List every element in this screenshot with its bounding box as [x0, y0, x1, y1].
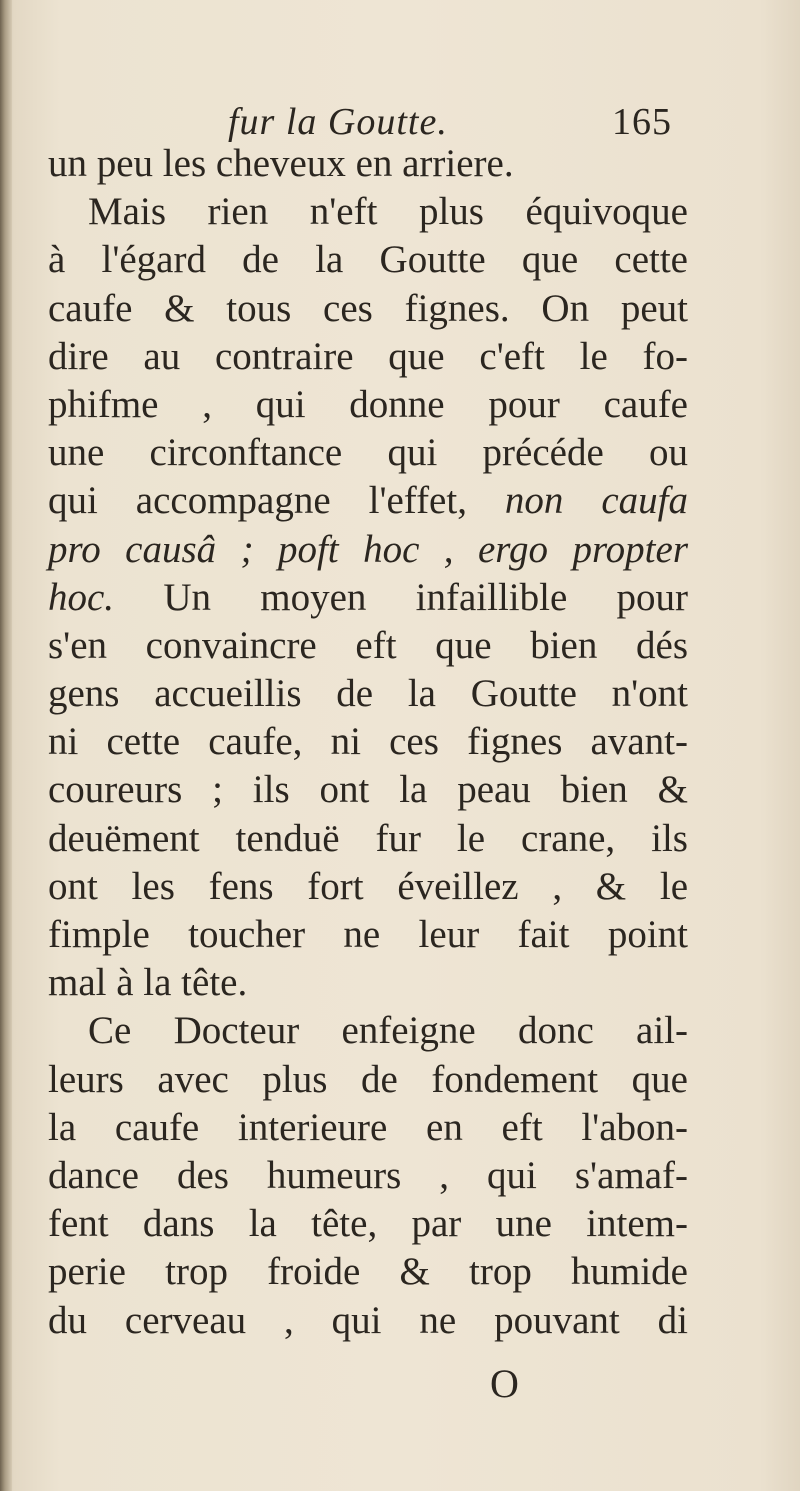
text-line — [48, 863, 688, 911]
text-line — [48, 718, 688, 766]
line-text: Ce Docteur enfeigne donc ail- — [88, 1009, 688, 1053]
text-line — [48, 815, 688, 863]
text-line — [48, 1297, 688, 1345]
line-text: Mais rien n'eft plus équivoque — [88, 190, 688, 234]
line-text: ont les fens fort éveillez , & le — [48, 864, 688, 908]
binding-edge — [0, 0, 12, 1491]
line-text: à l'égard de la Goutte que cette — [48, 238, 688, 282]
text-line — [48, 959, 688, 1007]
line-text: mal à la tête. — [48, 961, 248, 1005]
catchword: O — [490, 1361, 519, 1406]
line-text: fimple toucher ne leur fait point — [48, 913, 688, 956]
text-line — [48, 381, 688, 429]
body-text — [48, 140, 688, 1345]
line-text: leurs avec plus de fondement que — [48, 1057, 688, 1101]
line-text: Un moyen infaillible pour — [114, 575, 688, 619]
running-title: fur la Goutte. — [228, 101, 448, 143]
line-text: ni cette caufe, ni ces fignes avant- — [48, 720, 688, 764]
text-line — [48, 670, 688, 718]
text-line — [48, 285, 688, 333]
line-text: gens accueillis de la Goutte n'ont — [48, 672, 688, 716]
line-text: un peu les cheveux en arriere. — [48, 142, 514, 185]
line-text: caufe & tous ces fignes. On peut — [48, 286, 688, 330]
latin-phrase: pro causâ ; poft hoc , ergo propter — [48, 527, 688, 571]
text-line — [48, 1152, 688, 1200]
line-text: dire au contraire que c'eft le fo- — [48, 334, 688, 378]
text-line — [48, 766, 688, 814]
latin-phrase: non caufa — [466, 479, 688, 523]
text-line — [48, 1248, 688, 1296]
text-line — [48, 1056, 688, 1104]
line-text: s'en convaincre eft que bien dés — [48, 623, 688, 667]
text-line — [48, 911, 688, 959]
text-line — [48, 622, 688, 670]
text-line — [48, 333, 688, 381]
line-text: deuëment tenduë fur le crane, ils — [48, 816, 688, 860]
text-line — [48, 526, 688, 574]
text-line — [48, 429, 688, 477]
page-number: 165 — [612, 101, 672, 143]
text-line — [48, 1200, 688, 1248]
line-text: phifme , qui donne pour caufe — [48, 382, 688, 426]
line-text: coureurs ; ils ont la peau bien & — [48, 768, 688, 812]
text-line — [48, 236, 688, 284]
text-line — [48, 477, 688, 525]
text-line — [48, 574, 688, 622]
latin-phrase: hoc. — [48, 575, 115, 619]
line-text: perie trop froide & trop humide — [48, 1250, 688, 1294]
line-text: fent dans la tête, par une intem- — [48, 1202, 688, 1246]
line-text: une circonftance qui précéde ou — [48, 431, 688, 475]
line-text: la caufe interieure en eft l'abon- — [48, 1105, 688, 1149]
text-line — [48, 1007, 688, 1055]
text-line — [48, 188, 688, 236]
line-text: dance des humeurs , qui s'amaf- — [48, 1153, 688, 1197]
text-line — [48, 1104, 688, 1152]
line-text: qui accompagne l'effet, — [48, 479, 467, 523]
text-line — [48, 140, 688, 188]
line-text: du cerveau , qui ne pouvant di — [48, 1298, 688, 1342]
